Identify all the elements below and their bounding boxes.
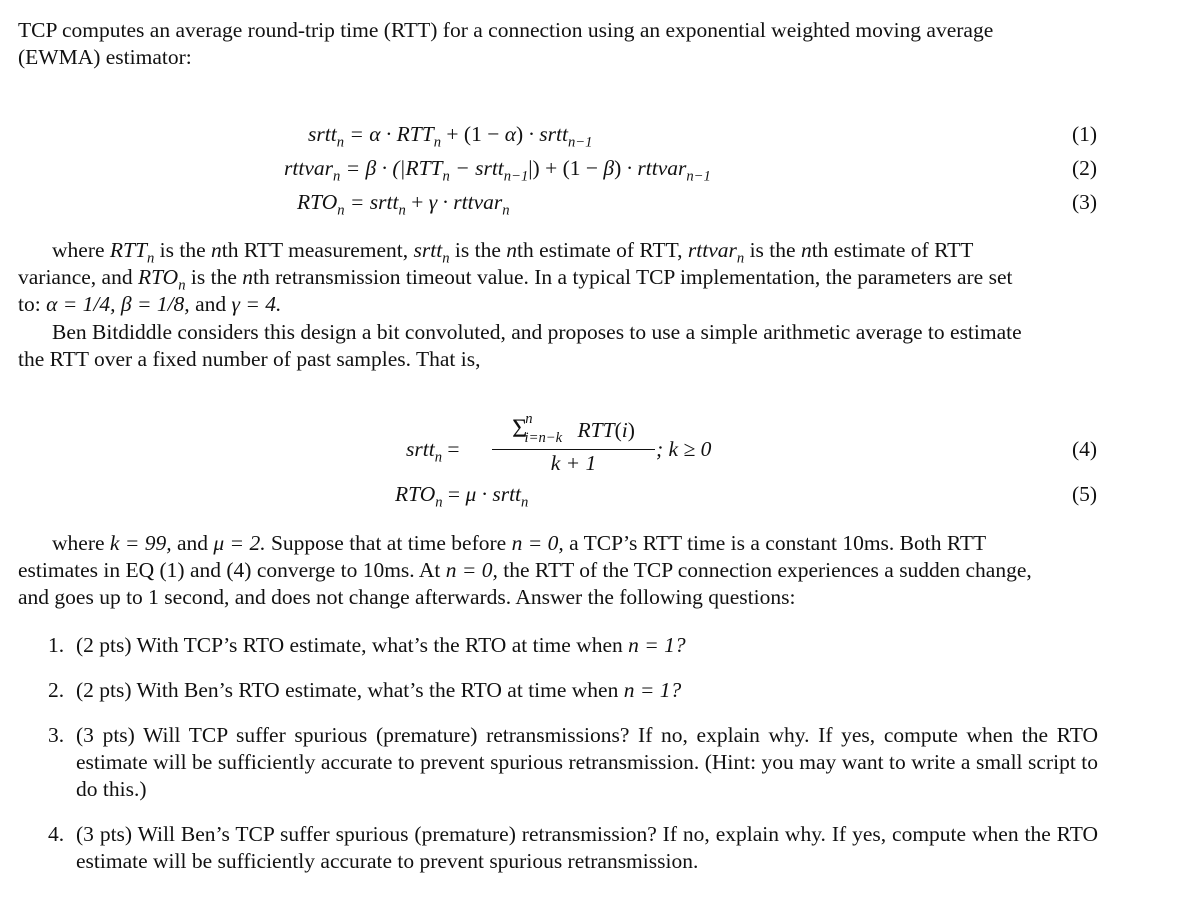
equation-4-fraction-bar	[492, 449, 655, 450]
scenario-paragraph: where k = 99, and μ = 2. Suppose that at time before n = 0, a TCP’s RTT time is a constant 10ms. Both RTT estimates in EQ (1) and (4) converge to 10ms. At n = 0, the RTT of the TCP connection experiences a sudden change, and goes up to 1 second, and does not change afterwards. Answer the following questions:	[18, 531, 1032, 609]
equation-3: $RTO_n$ = srtt$_n$ + γ · rttvar$_n$	[297, 190, 510, 219]
equation-1: srtt$_n$ = $\alpha \cdot RTT_n + (1 - \alpha)$ · srtt$_{n-1}$	[308, 122, 593, 151]
question-4: 4. (3 pts) Will Ben’s TCP suffer spurious (premature) retransmission? If no, explain why. If yes, compute when the RTO estimate will be sufficiently accurate to prevent spurious retransmission.	[48, 822, 1098, 873]
equation-2: rttvar$_n$ = $\beta \cdot (|RTT_n$ − srtt$_{n-1}$|) + (1 − β) · rttvar$_{n-1}$	[284, 156, 711, 185]
equation-4-condition: ; k ≥ 0	[656, 437, 712, 461]
intro-line-2: (EWMA) estimator:	[18, 45, 192, 69]
intro-paragraph	[18, 17, 1098, 71]
equation-3-number: (3)	[1072, 190, 1098, 214]
equation-4-lhs: srtt$_n$ =	[406, 437, 460, 466]
ben-proposal-paragraph: Ben Bitdiddle considers this design a bit convoluted, and proposes to use a simple arithmetic average to estimate the RTT over a fixed number of past samples. That is,	[18, 320, 1022, 371]
equation-5: $RTO_n = \mu$ · srtt$_n$	[395, 482, 529, 511]
equation-5-number: (5)	[1072, 482, 1098, 506]
equation-4-denominator: k + 1	[550, 451, 597, 475]
equation-4-number: (4)	[1072, 437, 1098, 461]
equation-2-number: (2)	[1072, 156, 1098, 180]
questions-list	[18, 632, 1098, 875]
question-3: 3. (3 pts) Will TCP suffer spurious (premature) retransmissions? If no, explain why. If yes, compute when the RTO estimate will be sufficiently accurate to prevent spurious retransmission. (Hint: you may want to write a small script to do this.)	[48, 723, 1098, 801]
equation-1-number: (1)	[1072, 122, 1098, 146]
intro-line-1: TCP computes an average round-trip time (RTT) for a connection using an exponential weighted moving average	[18, 18, 994, 42]
question-2: 2. (2 pts) With Ben’s RTO estimate, what’s the RTO at time when n = 1?	[48, 678, 682, 702]
equation-4-numerator: $\Sigma^n_{i=n-k}$ RTT(i)	[512, 410, 635, 447]
definitions-paragraph: where $RTT_n$ is the nth RTT measurement, srtt$_n$ is the nth estimate of RTT, rttvar$_n$ is the nth estimate of RTT variance, and $RTO_n$ is the nth retransmission timeout value. In a typical TCP implementation, the parameters are set to: α = 1/4, β = 1/8, and γ = 4.	[18, 238, 1013, 316]
question-1: 1. (2 pts) With TCP’s RTO estimate, what’s the RTO at time when n = 1?	[48, 633, 686, 657]
